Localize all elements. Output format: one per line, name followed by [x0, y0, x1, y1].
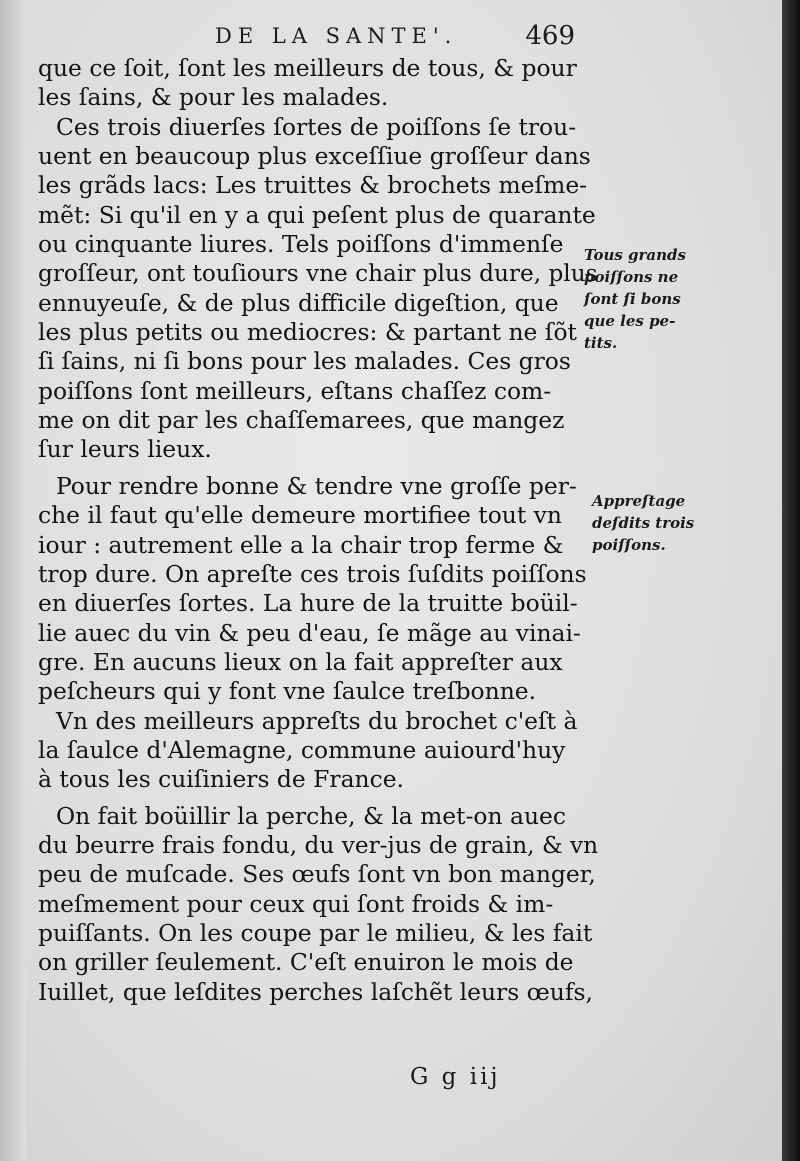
- running-title: DE LA SANTE'.: [215, 24, 458, 48]
- text-line: puiſſants. On les coupe par le milieu, & les fait: [38, 918, 593, 947]
- text-line: les grãds lacs: Les truittes & brochets meſme-: [38, 171, 588, 200]
- text-line: uent en beaucoup plus exceſſiue groſſeur dans: [38, 142, 591, 171]
- text-line: Pour rendre bonne & tendre vne groſſe per-: [56, 471, 577, 500]
- text-line: ſi ſains, ni ſi bons pour les malades. Ces gros: [38, 347, 571, 376]
- marginal-line: Appreſtage: [592, 492, 686, 510]
- marginal-line: tits.: [584, 334, 618, 352]
- text-line: che il faut qu'elle demeure mortifiee tout vn: [38, 501, 562, 530]
- text-line: Ces trois diuerſes ſortes de poiſſons ſe trou-: [56, 112, 577, 141]
- text-line: me on dit par les chaſſemarees, que mangez: [38, 406, 565, 435]
- text-line: à tous les cuiſiniers de France.: [38, 765, 404, 794]
- text-line: on griller ſeulement. C'eſt enuiron le mois de: [38, 948, 574, 977]
- text-line: peſcheurs qui y font vne ſaulce treſbonne.: [38, 677, 537, 706]
- page-edge-shadow: [782, 0, 800, 1161]
- text-line: ennuyeuſe, & de plus difficile digeſtion, que: [38, 288, 559, 317]
- text-line: mẽt: Si qu'il en y a qui peſent plus de quarante: [38, 200, 596, 229]
- marginal-line: ſont ſi bons: [584, 290, 681, 308]
- paragraph-gap: [38, 795, 598, 802]
- text-line: poiſſons ſont meilleurs, eſtans chaſſez com-: [38, 376, 552, 405]
- marginal-note-2: [592, 490, 722, 556]
- text-line: Iuillet, que leſdites perches laſchẽt leurs œufs,: [38, 977, 593, 1006]
- text-line: la ſaulce d'Alemagne, commune auiourd'huy: [38, 735, 566, 764]
- text-line: du beurre frais fondu, du ver-jus de grain, & vn: [38, 830, 599, 859]
- text-line: iour : autrement elle a la chair trop ferme &: [38, 530, 564, 559]
- text-line: groſſeur, ont touſiours vne chair plus dure, plus: [38, 259, 598, 288]
- text-line: les ſains, & pour les malades.: [38, 83, 389, 112]
- page-header: [215, 21, 585, 52]
- signature-mark: G g iij: [410, 1064, 501, 1090]
- paragraph-5: [38, 802, 598, 1007]
- paragraph-gap: [38, 465, 598, 472]
- marginal-line: poiſſons.: [592, 536, 666, 554]
- marginal-line: deſdits trois: [592, 514, 695, 532]
- text-line: les plus petits ou mediocres: & partant ne ſõt: [38, 318, 577, 347]
- text-line: meſmement pour ceux qui ſont froids & im-: [38, 889, 554, 918]
- page-number: 469: [525, 21, 575, 51]
- text-line: Vn des meilleurs appreſts du brochet c'eſt à: [56, 706, 578, 735]
- text-line: en diuerſes ſortes. La hure de la truitte boüil-: [38, 589, 578, 618]
- text-line: gre. En aucuns lieux on la fait appreſter aux: [38, 647, 563, 676]
- text-line: peu de muſcade. Ses œufs ſont vn bon manger,: [38, 860, 596, 889]
- page-gutter: [0, 0, 26, 1161]
- text-line: trop dure. On apreſte ces trois ſuſdits poiſſons: [38, 559, 587, 588]
- paragraph-4: [38, 707, 598, 795]
- text-line: que ce ſoit, ſont les meilleurs de tous, & pour: [38, 54, 577, 82]
- paragraph-3: [38, 472, 598, 707]
- body-text: [38, 54, 598, 1007]
- paragraph-1: [38, 54, 598, 113]
- text-line: ſur leurs lieux.: [38, 435, 212, 464]
- text-line: ou cinquante liures. Tels poiſſons d'immenſe: [38, 230, 564, 259]
- marginal-note-1: [584, 244, 714, 354]
- marginal-line: poiſſons ne: [584, 268, 679, 286]
- paragraph-2: [38, 113, 598, 465]
- marginal-line: Tous grands: [584, 246, 686, 264]
- text-line: lie auec du vin & peu d'eau, ſe mãge au vinai-: [38, 618, 581, 647]
- marginal-line: que les pe-: [584, 312, 676, 330]
- text-line: On fait boüillir la perche, & la met-on auec: [56, 801, 566, 830]
